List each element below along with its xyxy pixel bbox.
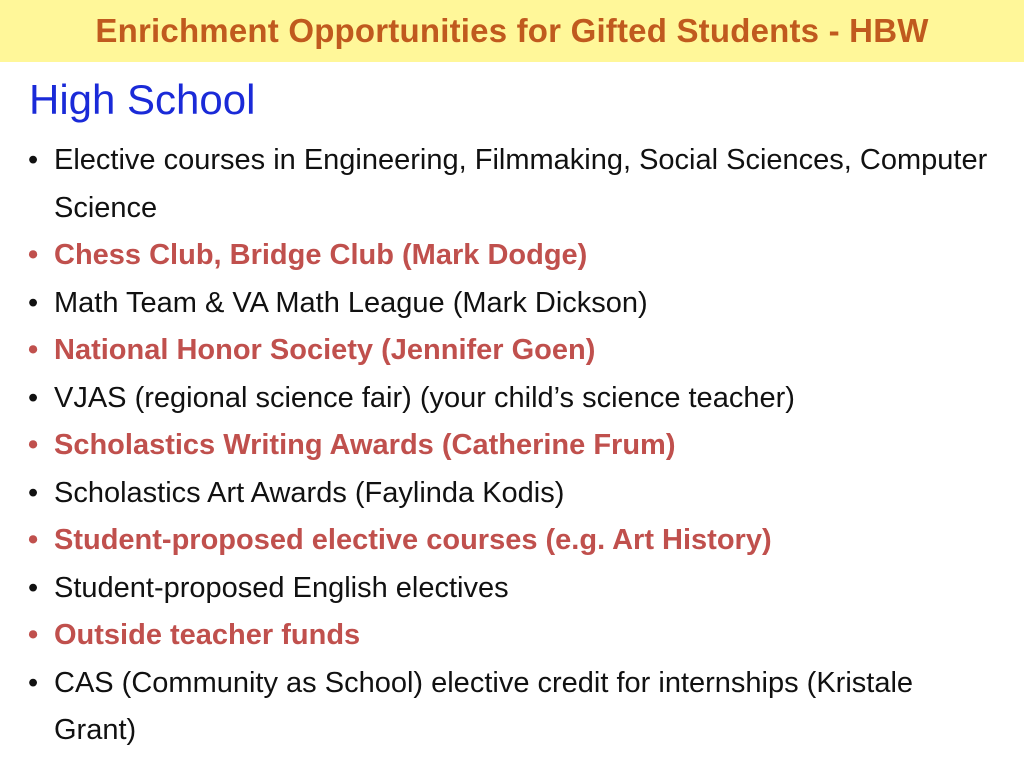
bullet-dot-icon: •: [28, 619, 39, 651]
bullet-text: National Honor Society (Jennifer Goen): [54, 334, 596, 366]
bullet-item: [0, 280, 1024, 328]
bullet-item: [0, 660, 1024, 755]
bullet-text: Scholastics Writing Awards (Catherine Frum): [54, 429, 676, 461]
slide-title: Enrichment Opportunities for Gifted Students - HBW: [95, 12, 929, 49]
bullet-item: [0, 422, 1024, 470]
bullet-dot-icon: •: [28, 239, 39, 271]
bullet-text: Chess Club, Bridge Club (Mark Dodge): [54, 239, 588, 271]
bullet-text: VJAS (regional science fair) (your child’s science teacher): [54, 381, 795, 414]
bullet-item: [0, 327, 1024, 375]
bullet-item: [0, 612, 1024, 660]
bullet-dot-icon: •: [28, 286, 39, 319]
bullet-item: [0, 470, 1024, 518]
bullet-text: Math Team & VA Math League (Mark Dickson): [54, 286, 648, 319]
bullet-item: [0, 137, 1024, 232]
bullet-dot-icon: •: [28, 524, 39, 556]
bullet-dot-icon: •: [28, 666, 39, 699]
bullet-text: Student-proposed English electives: [54, 571, 509, 604]
bullet-item: [0, 232, 1024, 280]
bullet-dot-icon: •: [28, 476, 39, 509]
bullet-dot-icon: •: [28, 381, 39, 414]
bullet-text: CAS (Community as School) elective credit for internships (Kristale Grant): [54, 666, 914, 746]
bullet-text: Student-proposed elective courses (e.g. Art History): [54, 524, 772, 556]
bullet-text: Elective courses in Engineering, Filmmaking, Social Sciences, Computer Science: [54, 144, 988, 224]
bullet-dot-icon: •: [28, 571, 39, 604]
bullet-dot-icon: •: [28, 429, 39, 461]
bullet-dot-icon: •: [28, 334, 39, 366]
bullet-item: [0, 375, 1024, 423]
section-heading: High School: [29, 76, 256, 123]
bullet-dot-icon: •: [28, 144, 39, 176]
bullet-item: [0, 565, 1024, 613]
title-bar: [0, 0, 1024, 62]
bullet-text: Scholastics Art Awards (Faylinda Kodis): [54, 476, 565, 509]
bullet-item: [0, 517, 1024, 565]
bullet-text: Outside teacher funds: [54, 619, 361, 651]
bullet-list: [0, 137, 1024, 755]
